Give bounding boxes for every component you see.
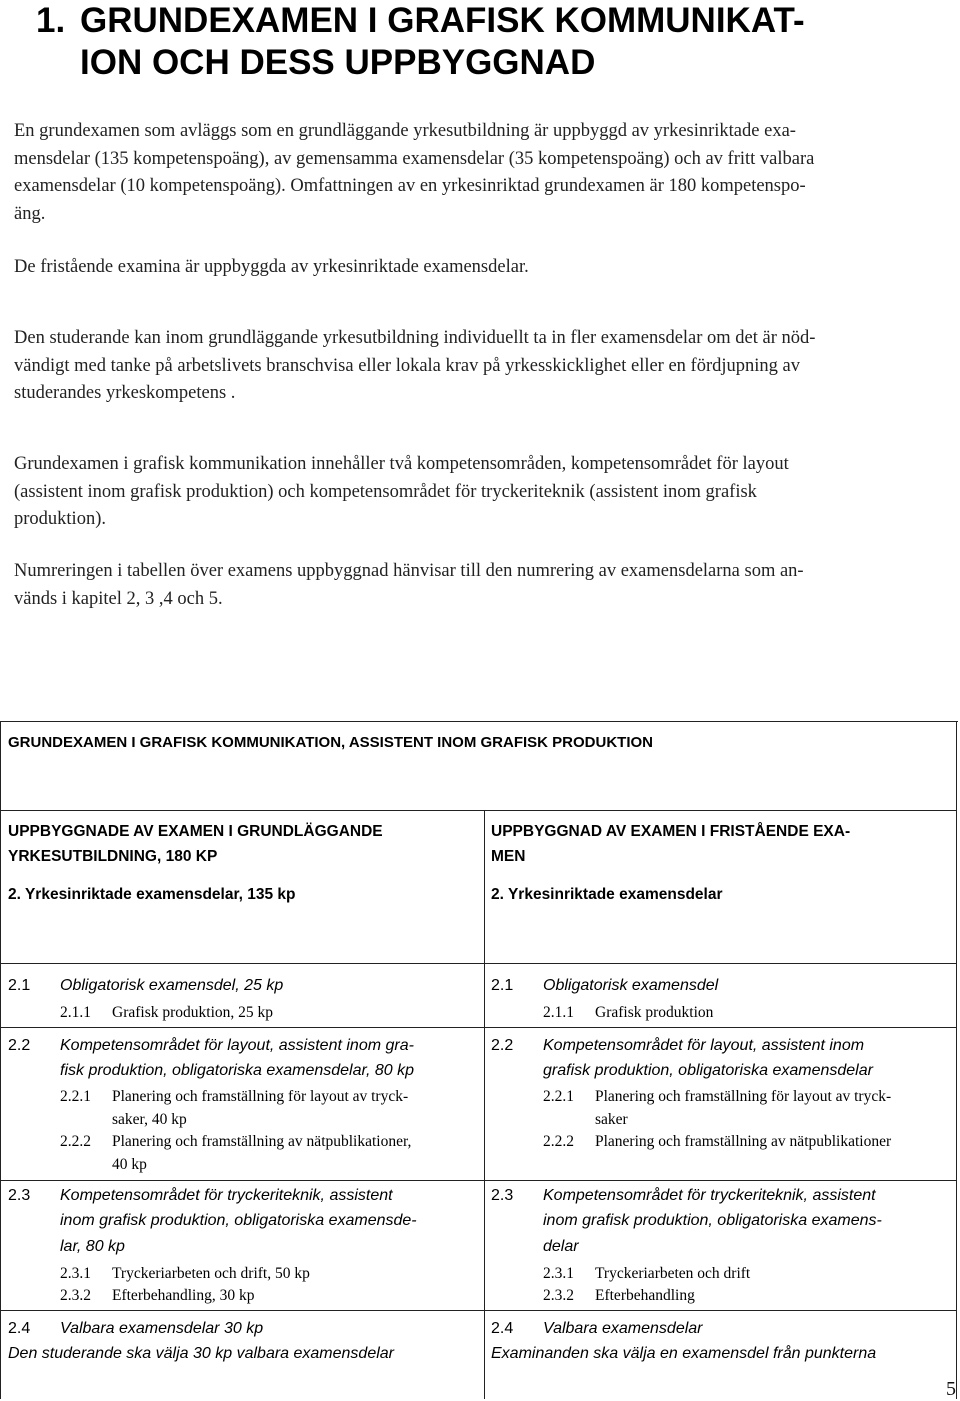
chapter-title-line-2: ION OCH DESS UPPBYGGNAD (80, 43, 596, 82)
chapter-number: 1. (36, 1, 66, 40)
item-title-line-1: Planering och framställning av nätpublikationer, (112, 1133, 412, 1150)
text-line: vänds i kapitel 2, 3 ,4 och 5. (14, 588, 223, 609)
item-number: 2.2.2 (60, 1133, 91, 1150)
table-divider-heading (0, 810, 957, 811)
part-title-line-1: Kompetensområdet för layout, assistent inom gra- (60, 1037, 414, 1054)
right-section-heading: 2. Yrkesinriktade examensdelar (491, 886, 723, 903)
item-title: Tryckeriarbeten och drift, 50 kp (112, 1265, 310, 1282)
item-number: 2.3.1 (60, 1265, 91, 1282)
part-number: 2.1 (491, 977, 514, 994)
paragraph-independent-exams (14, 254, 934, 282)
part-number: 2.3 (8, 1187, 31, 1204)
part-number: 2.2 (8, 1037, 31, 1054)
text-line: studerandes yrkeskompetens . (14, 383, 236, 403)
table-border-right (956, 721, 957, 1399)
item-title: Efterbehandling (595, 1287, 695, 1304)
item-number: 2.2.1 (543, 1088, 574, 1105)
left-item-2-2-1-line-2: saker, 40 kp (112, 1111, 187, 1128)
paragraph-numbering (14, 558, 934, 613)
table-divider-row-21 (0, 1027, 957, 1028)
item-title: Grafisk produktion (595, 1004, 714, 1021)
right-part-2-3-title-line-3: delar (543, 1238, 579, 1255)
left-part-2-3-title-line-3: lar, 80 kp (60, 1238, 125, 1255)
paragraph-competence-areas (14, 451, 934, 534)
part-title: Valbara examensdelar 30 kp (60, 1320, 264, 1337)
part-number: 2.2 (491, 1037, 514, 1054)
left-part-2-2-title-line-2: fisk produktion, obligatoriska examensdelar, 80 kp (60, 1062, 414, 1079)
text-line: produktion). (14, 509, 106, 529)
table-divider-section (0, 963, 957, 964)
item-title-line-1: Planering och framställning för layout av tryck- (595, 1088, 892, 1105)
chapter-title-line-1: GRUNDEXAMEN I GRAFISK KOMMUNIKAT- (80, 1, 805, 40)
left-item-2-2-2-line-2: 40 kp (112, 1156, 147, 1173)
table-border-top (0, 721, 958, 722)
paragraph-individual-studies (14, 325, 934, 408)
table-border-left (0, 721, 1, 1399)
text-line: En grundexamen som avläggs som en grundläggande yrkesutbildning är uppbyggd av yrkesinriktade exa- (14, 121, 796, 141)
part-title: Obligatorisk examensdel (543, 977, 719, 994)
item-title-line-1: Planering och framställning för layout av tryck- (112, 1088, 409, 1105)
part-title-line-1: Kompetensområdet för tryckeriteknik, assistent (543, 1187, 876, 1204)
right-part-2-2-title-line-2: grafisk produktion, obligatoriska examensdelar (543, 1062, 873, 1079)
item-number: 2.3.2 (543, 1287, 574, 1304)
item-title: Planering och framställning av nätpublikationer (595, 1133, 892, 1150)
part-title-line-1: Kompetensområdet för layout, assistent inom (543, 1037, 865, 1054)
part-number: 2.4 (8, 1320, 31, 1337)
part-title: Obligatorisk examensdel, 25 kp (60, 977, 284, 994)
right-part-2-4-note: Examinanden ska välja en examensdel från punkterna (491, 1345, 877, 1362)
part-title: Valbara examensdelar (543, 1320, 703, 1337)
text-line: mensdelar (135 kompetenspoäng), av gemensamma examensdelar (35 kompetenspoäng) och av fritt valbara (14, 148, 815, 169)
item-number: 2.1.1 (543, 1004, 574, 1021)
item-number: 2.3.2 (60, 1287, 91, 1304)
left-section-heading: 2. Yrkesinriktade examensdelar, 135 kp (8, 886, 296, 903)
right-part-2-3-title-line-2: inom grafisk produktion, obligatoriska examens- (543, 1212, 882, 1229)
left-part-2-3-title-line-2: inom grafisk produktion, obligatoriska examensde- (60, 1212, 417, 1229)
paragraph-structure (14, 118, 934, 228)
table-heading: GRUNDEXAMEN I GRAFISK KOMMUNIKATION, ASSISTENT INOM GRAFISK PRODUKTION (8, 734, 653, 751)
table-divider-row-23 (0, 1310, 957, 1311)
page-number: 5 (946, 1378, 956, 1400)
item-title: Efterbehandling, 30 kp (112, 1287, 255, 1304)
text-line: Den studerande kan inom grundläggande yrkesutbildning individuellt ta in fler examensdelar om det är nöd- (14, 328, 816, 348)
part-title-line-1: Kompetensområdet för tryckeriteknik, assistent (60, 1187, 393, 1204)
right-column-header-line-2: MEN (491, 848, 526, 865)
item-number: 2.1.1 (60, 1004, 91, 1021)
item-number: 2.3.1 (543, 1265, 574, 1282)
part-number: 2.4 (491, 1320, 514, 1337)
text-line: examensdelar (10 kompetenspoäng). Omfattningen av en yrkesinriktad grundexamen är 180 kompetenspo- (14, 176, 806, 196)
text-line: Grundexamen i grafisk kommunikation innehåller två kompetensområden, kompetensområdet för layout (14, 454, 789, 474)
text-line: äng. (14, 203, 46, 224)
text-line: Numreringen i tabellen över examens uppbyggnad hänvisar till den numrering av examensdelarna som an- (14, 561, 804, 581)
right-column-header-line-1: UPPBYGGNAD AV EXAMEN I FRISTÅENDE EXA- (491, 823, 851, 840)
item-title: Tryckeriarbeten och drift (595, 1265, 751, 1282)
left-part-2-4-note: Den studerande ska välja 30 kp valbara examensdelar (8, 1345, 395, 1362)
text-line: (assistent inom grafisk produktion) och kompetensområdet för tryckeriteknik (assistent inom grafisk (14, 481, 757, 502)
item-number: 2.2.1 (60, 1088, 91, 1105)
part-number: 2.3 (491, 1187, 514, 1204)
item-number: 2.2.2 (543, 1133, 574, 1150)
table-divider-row-22 (0, 1180, 957, 1181)
left-column-header-line-2: YRKESUTBILDNING, 180 KP (8, 848, 218, 865)
left-column-header-line-1: UPPBYGGNADE AV EXAMEN I GRUNDLÄGGANDE (8, 823, 383, 840)
chapter-title (36, 0, 940, 84)
right-item-2-2-1-line-2: saker (595, 1111, 628, 1128)
text-line: De fristående examina är uppbyggda av yrkesinriktade examensdelar. (14, 257, 529, 277)
part-number: 2.1 (8, 977, 31, 994)
item-title: Grafisk produktion, 25 kp (112, 1004, 274, 1021)
text-line: vändigt med tanke på arbetslivets branschvisa eller lokala krav på yrkesskicklighet eller en fördjupning av (14, 355, 800, 376)
